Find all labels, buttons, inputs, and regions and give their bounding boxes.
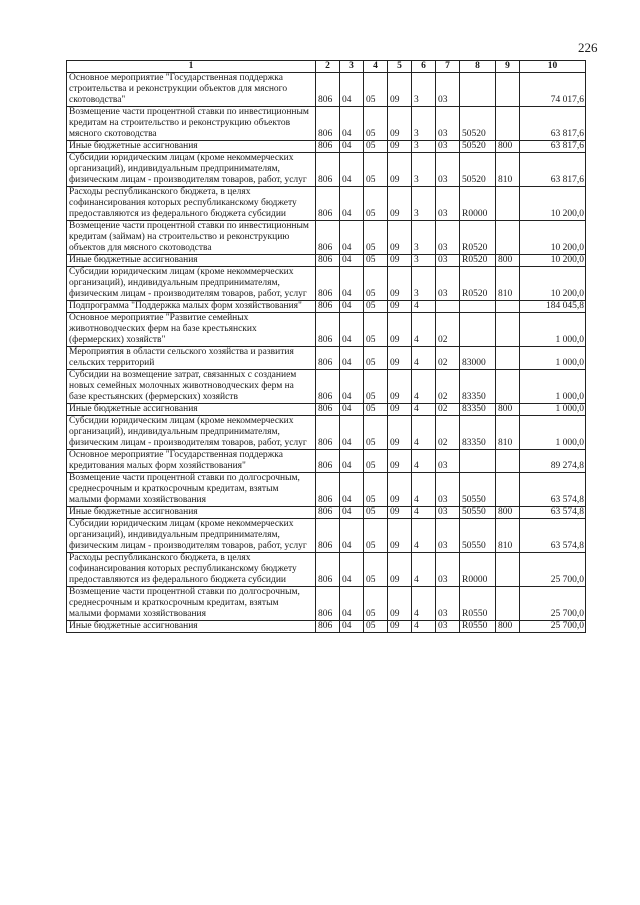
- col-5-code: 09: [388, 404, 412, 416]
- row-amount: 25 700,0: [520, 587, 586, 621]
- col-8-code: 50550: [460, 507, 496, 519]
- row-name: Иные бюджетные ассигнования: [67, 507, 316, 519]
- col-5-code: 09: [388, 347, 412, 370]
- row-amount: 25 700,0: [520, 553, 586, 587]
- col-9-code: 800: [496, 507, 520, 519]
- col-5-code: 09: [388, 621, 412, 633]
- col-7-code: 02: [436, 347, 460, 370]
- col-3-code: 04: [340, 450, 364, 473]
- col-2-code: 806: [316, 416, 340, 450]
- col-2-code: 806: [316, 313, 340, 347]
- col-5-code: 09: [388, 553, 412, 587]
- table-row: [67, 370, 586, 404]
- row-name: Субсидии юридическим лицам (кроме некоммерческих организаций), индивидуальным предпринимателям, физическим лицам - производителям товаров, работ, услуг: [67, 416, 316, 450]
- col-7-code: 03: [436, 587, 460, 621]
- col-9-code: 800: [496, 255, 520, 267]
- col-8-code: R0520: [460, 221, 496, 255]
- col-4-code: 05: [364, 255, 388, 267]
- col-6-code: 4: [412, 313, 436, 347]
- row-name: Расходы республиканского бюджета, в целях софинансирования которых республиканскому бюджету предоставляются из федерального бюджета субсидии: [67, 187, 316, 221]
- col-5-code: 09: [388, 313, 412, 347]
- row-name: Возмещение части процентной ставки по долгосрочным, среднесрочным и краткосрочным кредитам, взятым малыми формами хозяйствования: [67, 473, 316, 507]
- col-8-code: [460, 73, 496, 107]
- table-row: [67, 153, 586, 187]
- row-name: Мероприятия в области сельского хозяйства и развития сельских территорий: [67, 347, 316, 370]
- col-8-code: [460, 313, 496, 347]
- col-9-code: 810: [496, 153, 520, 187]
- col-7-code: 03: [436, 221, 460, 255]
- col-8-code: [460, 450, 496, 473]
- col-5-code: 09: [388, 267, 412, 301]
- row-name: Основное мероприятие "Государственная поддержка строительства и реконструкции объектов для мясного скотоводства": [67, 73, 316, 107]
- col-3-code: 04: [340, 313, 364, 347]
- row-name: Расходы республиканского бюджета, в целях софинансирования которых республиканскому бюджету предоставляются из федерального бюджета субсидии: [67, 553, 316, 587]
- row-name: Иные бюджетные ассигнования: [67, 141, 316, 153]
- col-4-code: 05: [364, 587, 388, 621]
- col-4-code: 05: [364, 153, 388, 187]
- column-header: 7: [436, 61, 460, 73]
- row-amount: 89 274,8: [520, 450, 586, 473]
- col-8-code: 50520: [460, 141, 496, 153]
- col-6-code: 4: [412, 473, 436, 507]
- column-header: 3: [340, 61, 364, 73]
- col-3-code: 04: [340, 621, 364, 633]
- row-amount: 1 000,0: [520, 416, 586, 450]
- row-amount: 63 574,8: [520, 519, 586, 553]
- col-2-code: 806: [316, 404, 340, 416]
- row-name: Основное мероприятие "Государственная поддержка кредитования малых форм хозяйствования": [67, 450, 316, 473]
- column-header: 2: [316, 61, 340, 73]
- row-amount: 10 200,0: [520, 187, 586, 221]
- row-amount: 10 200,0: [520, 221, 586, 255]
- column-header: 5: [388, 61, 412, 73]
- col-8-code: R0520: [460, 267, 496, 301]
- table-body: [67, 73, 586, 633]
- table-row: [67, 404, 586, 416]
- row-amount: 74 017,6: [520, 73, 586, 107]
- col-4-code: 05: [364, 221, 388, 255]
- col-8-code: R0550: [460, 621, 496, 633]
- col-6-code: 4: [412, 587, 436, 621]
- row-name: Возмещение части процентной ставки по долгосрочным, среднесрочным и краткосрочным кредитам, взятым малыми формами хозяйствования: [67, 587, 316, 621]
- col-7-code: 03: [436, 107, 460, 141]
- col-6-code: 4: [412, 621, 436, 633]
- col-4-code: 05: [364, 519, 388, 553]
- col-7-code: 03: [436, 267, 460, 301]
- header-row: [67, 61, 586, 73]
- column-header: 1: [67, 61, 316, 73]
- col-2-code: 806: [316, 153, 340, 187]
- col-6-code: 3: [412, 153, 436, 187]
- col-8-code: [460, 301, 496, 313]
- col-9-code: [496, 473, 520, 507]
- table-row: [67, 221, 586, 255]
- col-6-code: 4: [412, 347, 436, 370]
- col-5-code: 09: [388, 450, 412, 473]
- row-name: Субсидии юридическим лицам (кроме некоммерческих организаций), индивидуальным предпринимателям, физическим лицам - производителям товаров, работ, услуг: [67, 519, 316, 553]
- row-name: Возмещение части процентной ставки по инвестиционным кредитам (займам) на строительство и реконструкцию объектов для мясного скотоводства: [67, 221, 316, 255]
- col-9-code: [496, 221, 520, 255]
- col-9-code: [496, 370, 520, 404]
- col-9-code: 810: [496, 519, 520, 553]
- col-4-code: 05: [364, 473, 388, 507]
- col-3-code: 04: [340, 347, 364, 370]
- col-4-code: 05: [364, 141, 388, 153]
- col-5-code: 09: [388, 153, 412, 187]
- col-5-code: 09: [388, 255, 412, 267]
- row-amount: 1 000,0: [520, 404, 586, 416]
- col-3-code: 04: [340, 519, 364, 553]
- col-6-code: 4: [412, 553, 436, 587]
- col-7-code: 03: [436, 519, 460, 553]
- col-5-code: 09: [388, 107, 412, 141]
- col-6-code: 4: [412, 416, 436, 450]
- col-5-code: 09: [388, 507, 412, 519]
- col-7-code: 03: [436, 507, 460, 519]
- col-2-code: 806: [316, 221, 340, 255]
- col-5-code: 09: [388, 473, 412, 507]
- col-8-code: 83350: [460, 370, 496, 404]
- col-5-code: 09: [388, 519, 412, 553]
- table-row: [67, 519, 586, 553]
- col-3-code: 04: [340, 473, 364, 507]
- col-3-code: 04: [340, 404, 364, 416]
- col-2-code: 806: [316, 473, 340, 507]
- col-8-code: 83350: [460, 404, 496, 416]
- col-8-code: R0000: [460, 553, 496, 587]
- col-3-code: 04: [340, 507, 364, 519]
- col-5-code: 09: [388, 416, 412, 450]
- col-5-code: 09: [388, 221, 412, 255]
- col-7-code: 02: [436, 416, 460, 450]
- col-4-code: 05: [364, 450, 388, 473]
- col-9-code: 800: [496, 141, 520, 153]
- col-3-code: 04: [340, 107, 364, 141]
- table-row: [67, 416, 586, 450]
- col-9-code: [496, 313, 520, 347]
- row-amount: 25 700,0: [520, 621, 586, 633]
- col-2-code: 806: [316, 507, 340, 519]
- col-8-code: R0000: [460, 187, 496, 221]
- col-8-code: 83000: [460, 347, 496, 370]
- table-row: [67, 255, 586, 267]
- col-6-code: 3: [412, 73, 436, 107]
- table-row: [67, 450, 586, 473]
- col-7-code: 03: [436, 187, 460, 221]
- col-3-code: 04: [340, 587, 364, 621]
- col-6-code: 4: [412, 519, 436, 553]
- row-amount: 1 000,0: [520, 370, 586, 404]
- col-4-code: 05: [364, 507, 388, 519]
- col-7-code: 03: [436, 553, 460, 587]
- row-amount: 63 817,6: [520, 107, 586, 141]
- row-amount: 184 045,8: [520, 301, 586, 313]
- col-2-code: 806: [316, 107, 340, 141]
- column-header: 8: [460, 61, 496, 73]
- row-name: Субсидии юридическим лицам (кроме некоммерческих организаций), индивидуальным предпринимателям, физическим лицам - производителям товаров, работ, услуг: [67, 267, 316, 301]
- col-4-code: 05: [364, 187, 388, 221]
- col-4-code: 05: [364, 416, 388, 450]
- row-amount: 63 817,6: [520, 153, 586, 187]
- col-7-code: 03: [436, 473, 460, 507]
- table-row: [67, 267, 586, 301]
- col-3-code: 04: [340, 141, 364, 153]
- table-row: [67, 141, 586, 153]
- col-9-code: [496, 187, 520, 221]
- col-6-code: 3: [412, 107, 436, 141]
- col-3-code: 04: [340, 153, 364, 187]
- row-amount: 63 574,8: [520, 507, 586, 519]
- row-name: Подпрограмма "Поддержка малых форм хозяйствования": [67, 301, 316, 313]
- col-8-code: 50520: [460, 107, 496, 141]
- col-6-code: 3: [412, 267, 436, 301]
- col-2-code: 806: [316, 267, 340, 301]
- row-amount: 63 574,8: [520, 473, 586, 507]
- col-3-code: 04: [340, 553, 364, 587]
- col-4-code: 05: [364, 73, 388, 107]
- col-2-code: 806: [316, 621, 340, 633]
- row-name: Иные бюджетные ассигнования: [67, 255, 316, 267]
- col-5-code: 09: [388, 587, 412, 621]
- col-9-code: 810: [496, 267, 520, 301]
- col-6-code: 4: [412, 301, 436, 313]
- row-amount: 10 200,0: [520, 255, 586, 267]
- col-3-code: 04: [340, 221, 364, 255]
- col-6-code: 4: [412, 370, 436, 404]
- col-8-code: R0520: [460, 255, 496, 267]
- col-9-code: [496, 347, 520, 370]
- col-7-code: 03: [436, 450, 460, 473]
- column-header: 9: [496, 61, 520, 73]
- row-name: Возмещение части процентной ставки по инвестиционным кредитам на строительство и реконструкцию объектов мясного скотоводства: [67, 107, 316, 141]
- table-row: [67, 187, 586, 221]
- table-row: [67, 553, 586, 587]
- col-9-code: [496, 73, 520, 107]
- col-7-code: 03: [436, 255, 460, 267]
- col-2-code: 806: [316, 519, 340, 553]
- table-row: [67, 507, 586, 519]
- col-3-code: 04: [340, 301, 364, 313]
- col-5-code: 09: [388, 370, 412, 404]
- row-name: Основное мероприятие "Развитие семейных животноводческих ферм на базе крестьянских (фермерских) хозяйств": [67, 313, 316, 347]
- col-4-code: 05: [364, 621, 388, 633]
- table-row: [67, 301, 586, 313]
- table-row: [67, 73, 586, 107]
- row-name: Субсидии на возмещение затрат, связанных с созданием новых семейных молочных животноводческих ферм на базе крестьянских (фермерских) хозяйств: [67, 370, 316, 404]
- col-9-code: 800: [496, 404, 520, 416]
- col-5-code: 09: [388, 73, 412, 107]
- col-7-code: 02: [436, 404, 460, 416]
- row-amount: 1 000,0: [520, 313, 586, 347]
- col-9-code: [496, 450, 520, 473]
- table-row: [67, 587, 586, 621]
- col-6-code: 3: [412, 221, 436, 255]
- col-3-code: 04: [340, 370, 364, 404]
- col-4-code: 05: [364, 301, 388, 313]
- col-9-code: [496, 107, 520, 141]
- table-row: [67, 473, 586, 507]
- col-2-code: 806: [316, 553, 340, 587]
- col-9-code: 810: [496, 416, 520, 450]
- col-3-code: 04: [340, 416, 364, 450]
- col-7-code: 03: [436, 73, 460, 107]
- col-7-code: 03: [436, 621, 460, 633]
- col-4-code: 05: [364, 267, 388, 301]
- col-8-code: R0550: [460, 587, 496, 621]
- col-5-code: 09: [388, 187, 412, 221]
- col-2-code: 806: [316, 450, 340, 473]
- col-8-code: 50550: [460, 473, 496, 507]
- col-6-code: 3: [412, 187, 436, 221]
- col-9-code: [496, 553, 520, 587]
- page-number: 226: [578, 40, 598, 55]
- col-6-code: 4: [412, 404, 436, 416]
- col-6-code: 3: [412, 255, 436, 267]
- col-4-code: 05: [364, 107, 388, 141]
- row-amount: 10 200,0: [520, 267, 586, 301]
- col-3-code: 04: [340, 187, 364, 221]
- col-2-code: 806: [316, 587, 340, 621]
- table-row: [67, 107, 586, 141]
- col-7-code: 03: [436, 141, 460, 153]
- column-header: 4: [364, 61, 388, 73]
- col-7-code: 02: [436, 313, 460, 347]
- col-7-code: 03: [436, 153, 460, 187]
- col-4-code: 05: [364, 404, 388, 416]
- col-2-code: 806: [316, 370, 340, 404]
- col-8-code: 50550: [460, 519, 496, 553]
- col-2-code: 806: [316, 187, 340, 221]
- col-8-code: 50520: [460, 153, 496, 187]
- col-5-code: 09: [388, 141, 412, 153]
- col-4-code: 05: [364, 347, 388, 370]
- col-6-code: 3: [412, 141, 436, 153]
- col-9-code: [496, 587, 520, 621]
- col-2-code: 806: [316, 255, 340, 267]
- col-7-code: [436, 301, 460, 313]
- col-9-code: [496, 301, 520, 313]
- col-8-code: 83350: [460, 416, 496, 450]
- col-4-code: 05: [364, 313, 388, 347]
- col-6-code: 4: [412, 507, 436, 519]
- row-amount: 1 000,0: [520, 347, 586, 370]
- row-name: Иные бюджетные ассигнования: [67, 621, 316, 633]
- table-row: [67, 621, 586, 633]
- row-name: Субсидии юридическим лицам (кроме некоммерческих организаций), индивидуальным предпринимателям, физическим лицам - производителям товаров, работ, услуг: [67, 153, 316, 187]
- column-header: 6: [412, 61, 436, 73]
- col-2-code: 806: [316, 73, 340, 107]
- col-3-code: 04: [340, 267, 364, 301]
- col-5-code: 09: [388, 301, 412, 313]
- col-6-code: 4: [412, 450, 436, 473]
- col-3-code: 04: [340, 73, 364, 107]
- row-amount: 63 817,6: [520, 141, 586, 153]
- table-row: [67, 347, 586, 370]
- budget-table: [66, 60, 586, 633]
- col-3-code: 04: [340, 255, 364, 267]
- table-row: [67, 313, 586, 347]
- col-2-code: 806: [316, 141, 340, 153]
- row-name: Иные бюджетные ассигнования: [67, 404, 316, 416]
- col-9-code: 800: [496, 621, 520, 633]
- col-2-code: 806: [316, 301, 340, 313]
- col-2-code: 806: [316, 347, 340, 370]
- col-4-code: 05: [364, 370, 388, 404]
- column-header: 10: [520, 61, 586, 73]
- col-4-code: 05: [364, 553, 388, 587]
- col-7-code: 02: [436, 370, 460, 404]
